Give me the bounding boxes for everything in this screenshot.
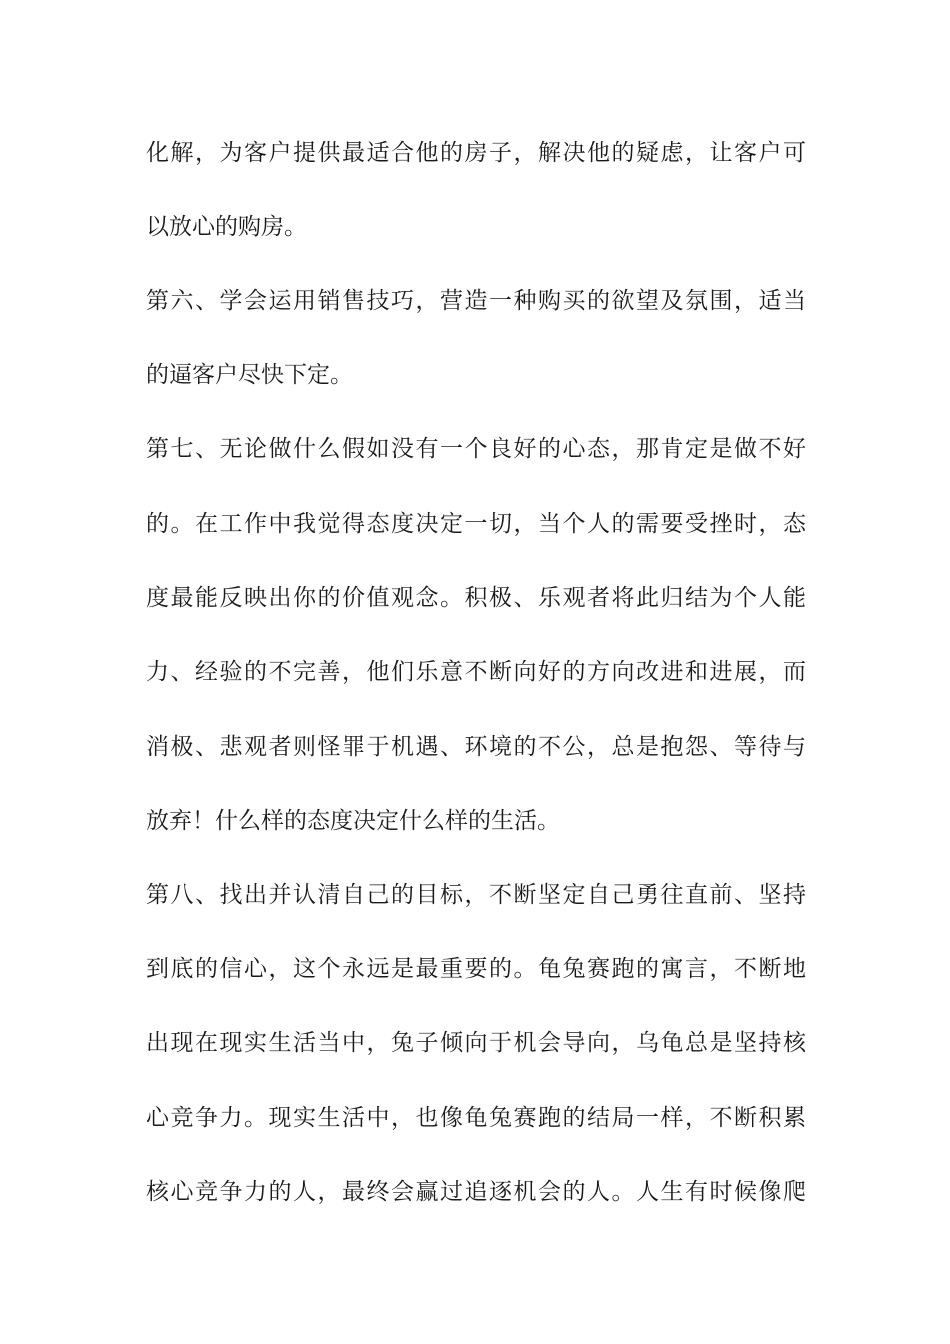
text-line: 到底的信心，这个永远是最重要的。龟兔赛跑的寓言，不断地 (146, 956, 806, 982)
text-line: 的。在工作中我觉得态度决定一切，当个人的需要受挫时，态 (146, 511, 806, 537)
text-line: 力、经验的不完善，他们乐意不断向好的方向改进和进展，而 (146, 659, 806, 685)
text-line: 第六、学会运用销售技巧，营造一种购买的欲望及氛围，适当 (146, 288, 806, 314)
text-line: 第八、找出并认清自己的目标，不断坚定自己勇往直前、坚持 (146, 882, 806, 908)
text-line: 核心竞争力的人，最终会赢过追逐机会的人。人生有时候像爬 (146, 1179, 806, 1205)
text-line: 放弃！什么样的态度决定什么样的生活。 (146, 808, 560, 834)
text-line: 度最能反映出你的价值观念。积极、乐观者将此归结为个人能 (146, 585, 806, 611)
text-line: 化解，为客户提供最适合他的房子，解决他的疑虑，让客户可 (146, 140, 806, 166)
text-line: 以放心的购房。 (146, 214, 307, 240)
text-line: 的逼客户尽快下定。 (146, 362, 353, 388)
text-line: 出现在现实生活当中，兔子倾向于机会导向，乌龟总是坚持核 (146, 1030, 806, 1056)
text-line: 消极、悲观者则怪罪于机遇、环境的不公，总是抱怨、等待与 (146, 734, 806, 760)
text-line: 第七、无论做什么假如没有一个良好的心态，那肯定是做不好 (146, 436, 806, 462)
text-line: 心竞争力。现实生活中，也像龟兔赛跑的结局一样，不断积累 (146, 1105, 806, 1131)
